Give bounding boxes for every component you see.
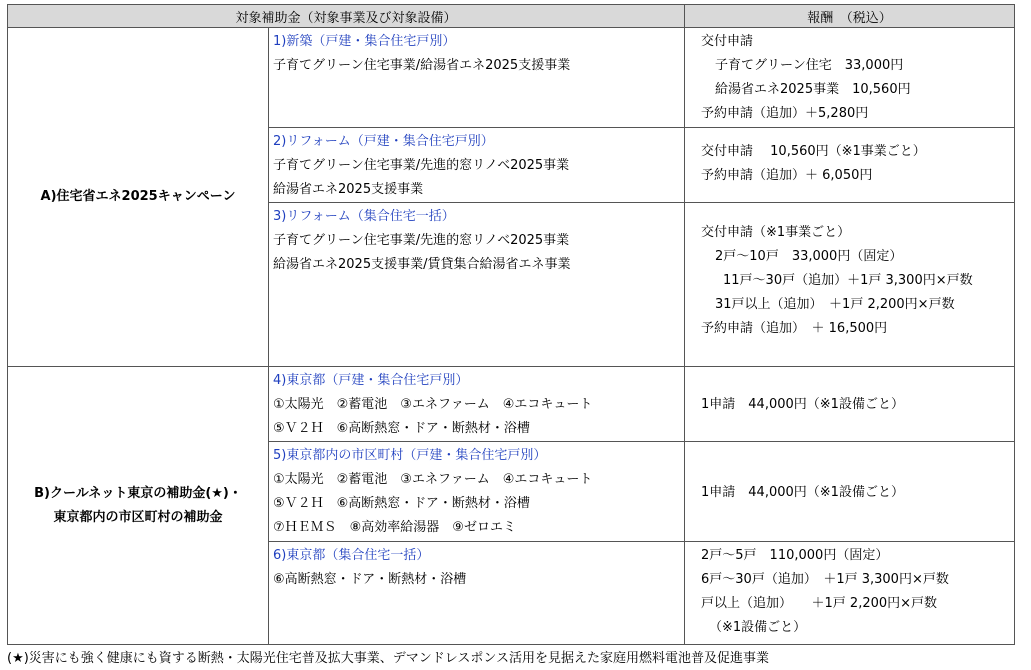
subsidy-line: 子育てグリーン住宅事業/先進的窓リノベ2025事業	[273, 233, 570, 248]
fee-line: （※1設備ごと）	[709, 620, 807, 635]
table-row	[8, 28, 1015, 128]
fee-line: 給湯省エネ2025事業 10,560円	[715, 82, 911, 97]
category-a-label: A)住宅省エネ2025キャンペーン	[40, 189, 236, 204]
header-fee: 報酬 （税込）	[685, 5, 1015, 28]
fee-cell-1	[685, 28, 1015, 128]
subsidy-line: ⑥高断熱窓・ドア・断熱材・浴槽	[273, 572, 467, 587]
fee-line: 戸以上（追加） ＋1戸 2,200円×戸数	[701, 596, 938, 611]
subsidy-cell-4	[269, 367, 685, 442]
category-b-label-line1: B)クールネット東京の補助金(★)・	[34, 485, 242, 501]
footnote: (★)災害にも強く健康にも資する断熱・太陽光住宅普及拡大事業、デマンドレスポンス活用を見据えた家庭用燃料電池普及促進事業	[7, 651, 770, 666]
fee-line: 予約申請（追加） ＋ 16,500円	[701, 321, 888, 336]
subsidy-cell-5	[269, 442, 685, 542]
subsidy-line: 給湯省エネ2025支援事業	[273, 182, 424, 197]
category-a	[8, 28, 269, 367]
subsidy-cell-6	[269, 542, 685, 645]
subsidy-title: 5)東京都内の市区町村（戸建・集合住宅戸別）	[273, 448, 547, 463]
fee-line: 6戸～30戸（追加） ＋1戸 3,300円×戸数	[701, 572, 949, 587]
category-b	[8, 367, 269, 645]
fee-line: 予約申請（追加）＋ 6,050円	[701, 168, 873, 183]
subsidy-line: 子育てグリーン住宅事業/給湯省エネ2025支援事業	[273, 58, 571, 73]
header-subsidy: 対象補助金（対象事業及び対象設備）	[8, 5, 685, 28]
fee-line: 予約申請（追加）＋5,280円	[701, 106, 869, 121]
subsidy-line: ⑤Ｖ２Ｈ ⑥高断熱窓・ドア・断熱材・浴槽	[273, 421, 530, 436]
subsidy-title: 2)リフォーム（戸建・集合住宅戸別）	[273, 134, 494, 149]
fee-cell-3	[685, 203, 1015, 367]
subsidy-cell-1	[269, 28, 685, 128]
fee-line: 2戸～10戸 33,000円（固定）	[715, 249, 903, 264]
subsidy-title: 6)東京都（集合住宅一括）	[273, 548, 430, 563]
fee-cell-4	[685, 367, 1015, 442]
category-b-label-line2: 東京都内の市区町村の補助金	[53, 509, 223, 525]
subsidy-line: 給湯省エネ2025支援事業/賃貸集合給湯省エネ事業	[273, 257, 571, 272]
subsidy-title: 1)新築（戸建・集合住宅戸別）	[273, 34, 456, 49]
fee-line: 1申請 44,000円（※1設備ごと）	[701, 397, 904, 412]
table-header-row	[8, 5, 1015, 28]
fee-line: 31戸以上（追加） ＋1戸 2,200円×戸数	[715, 297, 955, 312]
fee-table	[7, 4, 1015, 645]
fee-line: 2戸～5戸 110,000円（固定）	[701, 548, 889, 563]
fee-cell-5	[685, 442, 1015, 542]
fee-cell-6	[685, 542, 1015, 645]
fee-line: 11戸～30戸（追加）＋1戸 3,300円×戸数	[723, 273, 973, 288]
fee-cell-2	[685, 128, 1015, 203]
fee-line: 交付申請 10,560円（※1事業ごと）	[701, 144, 926, 159]
subsidy-line: ⑤Ｖ２Ｈ ⑥高断熱窓・ドア・断熱材・浴槽	[273, 496, 530, 511]
fee-line: 1申請 44,000円（※1設備ごと）	[701, 484, 904, 500]
subsidy-line: ①太陽光 ②蓄電池 ③エネファーム ④エコキュート	[273, 397, 593, 412]
subsidy-line: ①太陽光 ②蓄電池 ③エネファーム ④エコキュート	[273, 472, 593, 487]
subsidy-cell-3	[269, 203, 685, 367]
subsidy-line: ⑦ＨＥＭＳ ⑧高効率給湯器 ⑨ゼロエミ	[273, 520, 516, 535]
subsidy-title: 4)東京都（戸建・集合住宅戸別）	[273, 373, 469, 388]
subsidy-title: 3)リフォーム（集合住宅一括）	[273, 209, 455, 224]
fee-line: 子育てグリーン住宅 33,000円	[715, 58, 904, 73]
fee-line: 交付申請（※1事業ごと）	[701, 225, 851, 240]
subsidy-line: 子育てグリーン住宅事業/先進的窓リノベ2025事業	[273, 158, 570, 173]
fee-line: 交付申請	[701, 34, 754, 49]
subsidy-cell-2	[269, 128, 685, 203]
table-row	[8, 367, 1015, 442]
